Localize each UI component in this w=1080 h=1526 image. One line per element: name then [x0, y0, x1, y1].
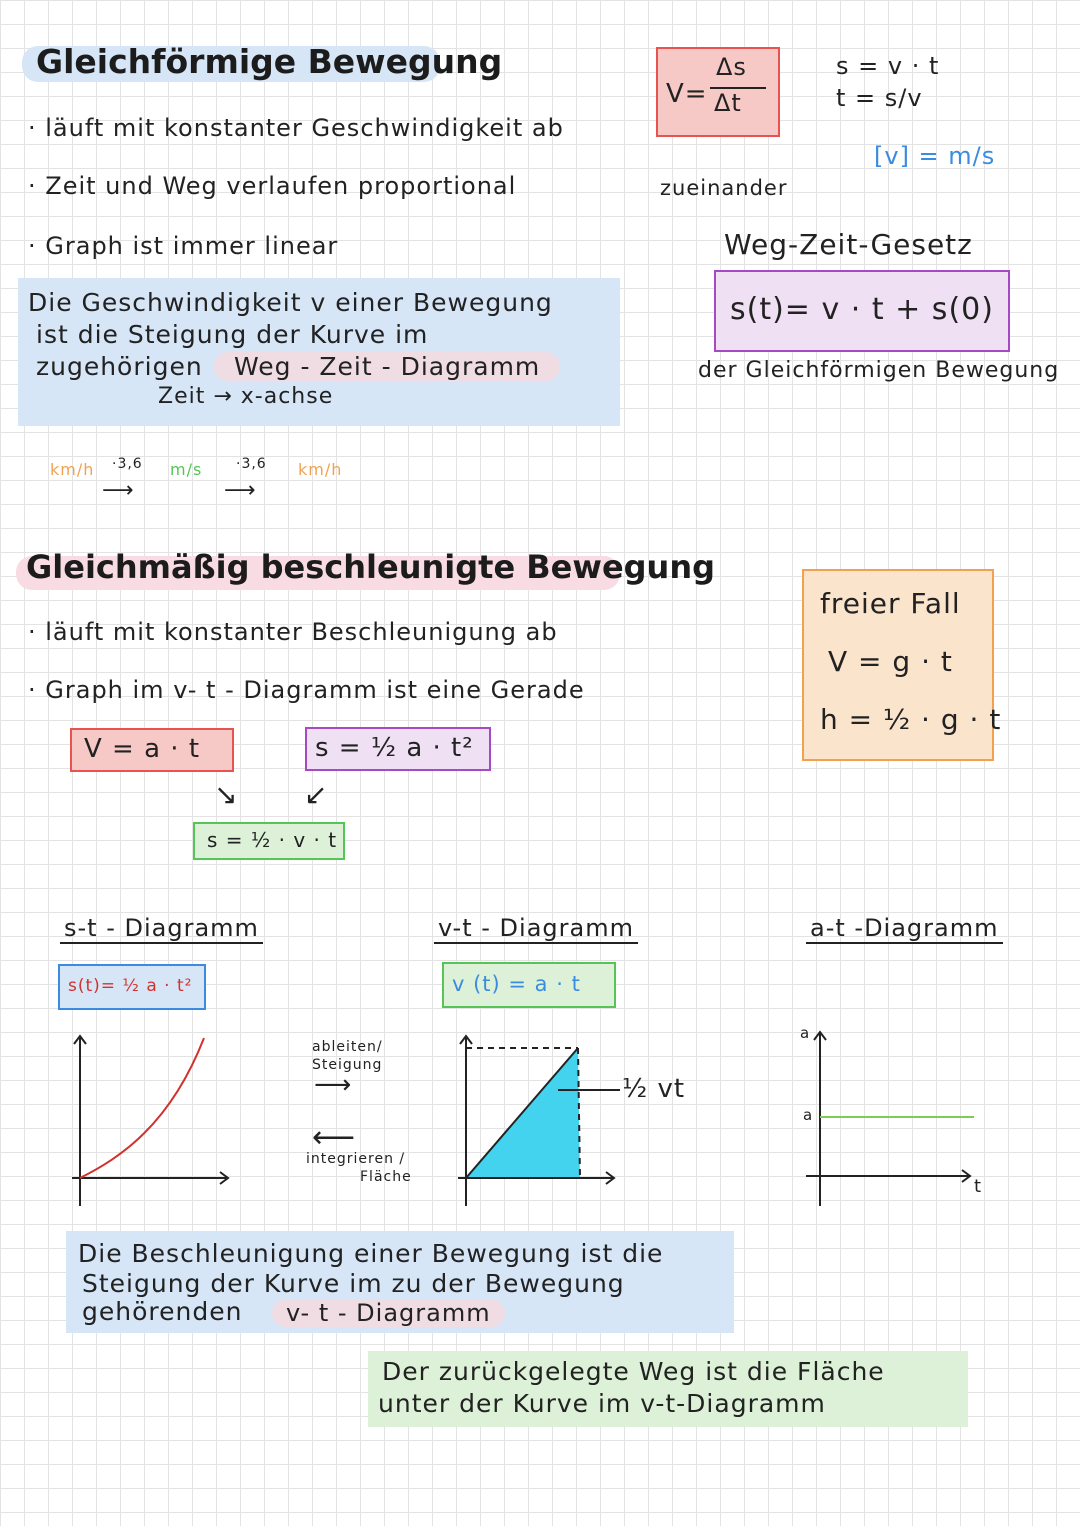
derive-label-1: ableiten/ — [312, 1039, 383, 1055]
note-line-1: Die Beschleunigung einer Bewegung ist die — [78, 1239, 664, 1268]
note-line-2: Steigung der Kurve im zu der Bewegung — [82, 1269, 625, 1298]
at-y-label: a — [800, 1024, 811, 1042]
bullet-dot: · — [28, 172, 46, 200]
law-formula-box — [714, 270, 1010, 352]
formula-combined-box — [193, 822, 345, 860]
formula-s: s = ½ a · t² — [315, 733, 474, 763]
note-highlight-pill: Weg - Zeit - Diagramm — [214, 352, 560, 381]
note-line-1: Die Geschwindigkeit v einer Bewegung — [28, 288, 553, 317]
integrate-label-2: Fläche — [360, 1169, 412, 1185]
law-caption: der Gleichförmigen Bewegung — [698, 358, 1060, 383]
freefall-h: h = ½ · g · t — [820, 703, 1002, 736]
st-diagram-title: s-t - Diagramm — [60, 914, 263, 944]
vt-diagram-title: v-t - Diagramm — [434, 914, 638, 944]
freefall-box — [802, 569, 1002, 761]
side-formula-s: s = v · t — [836, 52, 940, 80]
bullet-text: Zeit und Weg verlaufen proportional — [45, 172, 517, 200]
bullet-text: läuft mit konstanter Geschwindigkeit ab — [45, 114, 564, 142]
bullet-1 — [28, 114, 564, 142]
arrow-right-icon: ⟶ — [314, 1070, 352, 1100]
st-diagram — [60, 1030, 240, 1210]
note-line-2: ist die Steigung der Kurve im — [36, 320, 429, 349]
vt-area-label: ½ vt — [622, 1074, 686, 1104]
formula-den: Δt — [714, 89, 742, 117]
law-title: Weg-Zeit-Gesetz — [724, 228, 973, 261]
bullet-3 — [28, 232, 338, 260]
velocity-note — [18, 278, 620, 426]
unit-formula: [v] = m/s — [874, 142, 996, 170]
bullet-dot: · — [28, 618, 46, 646]
formula-combined: s = ½ · v · t — [207, 828, 338, 852]
arrow-down-left-icon: ↙ — [304, 778, 328, 811]
conversion-op-1: ·3,6 — [112, 456, 143, 472]
formula-v-box — [70, 728, 234, 772]
note-line-4: Zeit → x-achse — [158, 384, 334, 409]
st-formula: s(t)= ½ a · t² — [68, 976, 193, 996]
side-formula-t: t = s/v — [836, 84, 923, 112]
formula-s-box — [305, 727, 491, 771]
at-diagram — [800, 1026, 983, 1212]
freefall-v: V = g · t — [828, 645, 953, 678]
bullet-text: Graph ist immer linear — [45, 232, 339, 260]
unit-kmh: km/h — [50, 460, 95, 479]
arrow-down-right-icon: ↘ — [214, 778, 238, 811]
arrow-left-icon: ⟵ — [312, 1120, 356, 1155]
bullet-text: Graph im v- t - Diagramm ist eine Gerade — [45, 676, 585, 704]
note-line-1: Der zurückgelegte Weg ist die Fläche — [382, 1357, 885, 1386]
at-x-label: t — [974, 1176, 983, 1197]
note-line-2: unter der Kurve im v-t-Diagramm — [378, 1389, 826, 1418]
conversion-op-2: ·3,6 — [236, 456, 267, 472]
unit-kmh-2: km/h — [298, 460, 343, 479]
formula-num: Δs — [716, 53, 747, 81]
formula-lhs: V= — [666, 79, 708, 109]
bullet-dot: · — [28, 232, 46, 260]
st-curve — [80, 1038, 204, 1178]
freefall-title: freier Fall — [820, 587, 961, 620]
vt-formula: v (t) = a · t — [452, 972, 581, 996]
integrate-label — [306, 1150, 412, 1186]
derive-label-2: Steigung — [312, 1057, 383, 1073]
section2-title: Gleichmäßig beschleunigte Bewegung — [26, 548, 716, 586]
section1-title: Gleichförmige Bewegung — [36, 42, 503, 81]
vt-diagram — [448, 1030, 638, 1210]
note-line-3: zugehörigen — [36, 352, 203, 381]
law-formula: s(t)= v · t + s(0) — [730, 292, 994, 327]
arrow-right-icon: ⟶ — [102, 478, 134, 503]
unit-ms: m/s — [170, 460, 203, 479]
bullet-dot: · — [28, 114, 46, 142]
bullet-2 — [28, 172, 516, 200]
velocity-formula-box — [656, 47, 780, 137]
bullet-5 — [28, 676, 585, 704]
distance-note — [368, 1351, 968, 1427]
vt-formula-box — [442, 962, 616, 1008]
note-highlight-pill: v- t - Diagramm — [272, 1299, 505, 1327]
integrate-label-1: integrieren / — [306, 1151, 406, 1167]
st-formula-box — [58, 964, 206, 1010]
bullet-2-tail: zueinander — [660, 176, 788, 200]
unit-conversion — [50, 450, 350, 503]
derive-label — [312, 1038, 383, 1074]
bullet-text: läuft mit konstanter Beschleunigung ab — [45, 618, 558, 646]
arrow-right-icon: ⟶ — [224, 478, 256, 503]
note-line-3: gehörenden — [82, 1297, 243, 1326]
bullet-4 — [28, 618, 558, 646]
at-diagram-title: a-t -Diagramm — [806, 914, 1003, 944]
bullet-dot: · — [28, 676, 46, 704]
acceleration-note — [66, 1231, 734, 1333]
at-level-label: a — [803, 1106, 814, 1124]
formula-v: V = a · t — [84, 734, 201, 764]
